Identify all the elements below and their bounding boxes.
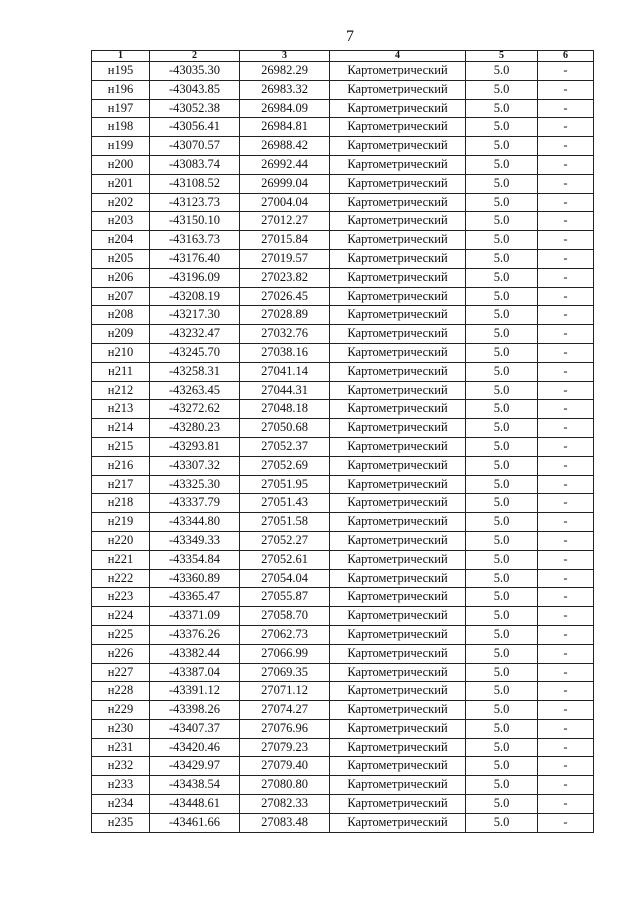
page-number: 7 <box>346 28 354 45</box>
point-id-cell: н208 <box>92 306 150 325</box>
method-cell: Картометрический <box>330 118 466 137</box>
method-cell: Картометрический <box>330 813 466 832</box>
y-coordinate-cell: 27023.82 <box>240 268 330 287</box>
point-id-cell: н220 <box>92 531 150 550</box>
note-cell: - <box>538 757 594 776</box>
point-id-cell: н214 <box>92 419 150 438</box>
point-id-cell: н212 <box>92 381 150 400</box>
method-cell: Картометрический <box>330 682 466 701</box>
note-cell: - <box>538 137 594 156</box>
y-coordinate-cell: 26992.44 <box>240 155 330 174</box>
method-cell: Картометрический <box>330 343 466 362</box>
y-coordinate-cell: 27066.99 <box>240 644 330 663</box>
x-coordinate-cell: -43387.04 <box>150 663 240 682</box>
table-row <box>92 795 594 814</box>
note-cell: - <box>538 776 594 795</box>
note-cell: - <box>538 719 594 738</box>
method-cell: Картометрический <box>330 719 466 738</box>
method-cell: Картометрический <box>330 174 466 193</box>
accuracy-cell: 5.0 <box>466 738 538 757</box>
method-cell: Картометрический <box>330 400 466 419</box>
accuracy-cell: 5.0 <box>466 118 538 137</box>
method-cell: Картометрический <box>330 80 466 99</box>
point-id-cell: н202 <box>92 193 150 212</box>
accuracy-cell: 5.0 <box>466 663 538 682</box>
accuracy-cell: 5.0 <box>466 231 538 250</box>
note-cell: - <box>538 80 594 99</box>
accuracy-cell: 5.0 <box>466 343 538 362</box>
header-cell-y: 3 <box>240 51 330 62</box>
y-coordinate-cell: 27026.45 <box>240 287 330 306</box>
accuracy-cell: 5.0 <box>466 99 538 118</box>
x-coordinate-cell: -43420.46 <box>150 738 240 757</box>
table-row <box>92 118 594 137</box>
x-coordinate-cell: -43371.09 <box>150 607 240 626</box>
y-coordinate-cell: 27028.89 <box>240 306 330 325</box>
note-cell: - <box>538 268 594 287</box>
point-id-cell: н210 <box>92 343 150 362</box>
accuracy-cell: 5.0 <box>466 362 538 381</box>
table-row <box>92 701 594 720</box>
note-cell: - <box>538 625 594 644</box>
header-cell-accuracy: 5 <box>466 51 538 62</box>
x-coordinate-cell: -43293.81 <box>150 437 240 456</box>
x-coordinate-cell: -43043.85 <box>150 80 240 99</box>
note-cell: - <box>538 193 594 212</box>
accuracy-cell: 5.0 <box>466 400 538 419</box>
table-row <box>92 231 594 250</box>
note-cell: - <box>538 682 594 701</box>
point-id-cell: н213 <box>92 400 150 419</box>
table-row <box>92 437 594 456</box>
table-row <box>92 607 594 626</box>
note-cell: - <box>538 456 594 475</box>
y-coordinate-cell: 27032.76 <box>240 325 330 344</box>
accuracy-cell: 5.0 <box>466 607 538 626</box>
method-cell: Картометрический <box>330 644 466 663</box>
table-row <box>92 625 594 644</box>
y-coordinate-cell: 27052.61 <box>240 550 330 569</box>
method-cell: Картометрический <box>330 137 466 156</box>
table-row <box>92 719 594 738</box>
table-row <box>92 682 594 701</box>
point-id-cell: н200 <box>92 155 150 174</box>
x-coordinate-cell: -43232.47 <box>150 325 240 344</box>
y-coordinate-cell: 27080.80 <box>240 776 330 795</box>
x-coordinate-cell: -43407.37 <box>150 719 240 738</box>
accuracy-cell: 5.0 <box>466 513 538 532</box>
point-id-cell: н211 <box>92 362 150 381</box>
y-coordinate-cell: 27050.68 <box>240 419 330 438</box>
accuracy-cell: 5.0 <box>466 249 538 268</box>
table-row <box>92 193 594 212</box>
x-coordinate-cell: -43070.57 <box>150 137 240 156</box>
accuracy-cell: 5.0 <box>466 475 538 494</box>
table-row <box>92 400 594 419</box>
accuracy-cell: 5.0 <box>466 306 538 325</box>
method-cell: Картометрический <box>330 362 466 381</box>
note-cell: - <box>538 62 594 81</box>
note-cell: - <box>538 494 594 513</box>
note-cell: - <box>538 663 594 682</box>
point-id-cell: н199 <box>92 137 150 156</box>
y-coordinate-cell: 27062.73 <box>240 625 330 644</box>
accuracy-cell: 5.0 <box>466 325 538 344</box>
y-coordinate-cell: 26984.81 <box>240 118 330 137</box>
point-id-cell: н225 <box>92 625 150 644</box>
point-id-cell: н224 <box>92 607 150 626</box>
accuracy-cell: 5.0 <box>466 287 538 306</box>
y-coordinate-cell: 27051.43 <box>240 494 330 513</box>
method-cell: Картометрический <box>330 494 466 513</box>
method-cell: Картометрический <box>330 795 466 814</box>
point-id-cell: н230 <box>92 719 150 738</box>
method-cell: Картометрический <box>330 607 466 626</box>
accuracy-cell: 5.0 <box>466 193 538 212</box>
header-row <box>92 51 594 62</box>
method-cell: Картометрический <box>330 475 466 494</box>
method-cell: Картометрический <box>330 663 466 682</box>
accuracy-cell: 5.0 <box>466 174 538 193</box>
table-row <box>92 663 594 682</box>
note-cell: - <box>538 644 594 663</box>
table-row <box>92 249 594 268</box>
header-cell-note: 6 <box>538 51 594 62</box>
header-cell-point: 1 <box>92 51 150 62</box>
note-cell: - <box>538 531 594 550</box>
y-coordinate-cell: 27019.57 <box>240 249 330 268</box>
x-coordinate-cell: -43429.97 <box>150 757 240 776</box>
note-cell: - <box>538 813 594 832</box>
method-cell: Картометрический <box>330 231 466 250</box>
table-row <box>92 362 594 381</box>
accuracy-cell: 5.0 <box>466 212 538 231</box>
point-id-cell: н206 <box>92 268 150 287</box>
table-row <box>92 550 594 569</box>
method-cell: Картометрический <box>330 99 466 118</box>
point-id-cell: н195 <box>92 62 150 81</box>
method-cell: Картометрический <box>330 757 466 776</box>
accuracy-cell: 5.0 <box>466 531 538 550</box>
table-row <box>92 287 594 306</box>
y-coordinate-cell: 27069.35 <box>240 663 330 682</box>
table-row <box>92 99 594 118</box>
table-row <box>92 456 594 475</box>
y-coordinate-cell: 26999.04 <box>240 174 330 193</box>
table-row <box>92 174 594 193</box>
point-id-cell: н232 <box>92 757 150 776</box>
accuracy-cell: 5.0 <box>466 437 538 456</box>
point-id-cell: н228 <box>92 682 150 701</box>
y-coordinate-cell: 27004.04 <box>240 193 330 212</box>
point-id-cell: н204 <box>92 231 150 250</box>
table-row <box>92 155 594 174</box>
x-coordinate-cell: -43461.66 <box>150 813 240 832</box>
table-body <box>92 62 594 833</box>
note-cell: - <box>538 231 594 250</box>
x-coordinate-cell: -43196.09 <box>150 268 240 287</box>
method-cell: Картометрический <box>330 268 466 287</box>
y-coordinate-cell: 26984.09 <box>240 99 330 118</box>
accuracy-cell: 5.0 <box>466 62 538 81</box>
method-cell: Картометрический <box>330 306 466 325</box>
note-cell: - <box>538 475 594 494</box>
table-row <box>92 569 594 588</box>
y-coordinate-cell: 27041.14 <box>240 362 330 381</box>
table-row <box>92 588 594 607</box>
accuracy-cell: 5.0 <box>466 719 538 738</box>
accuracy-cell: 5.0 <box>466 588 538 607</box>
point-id-cell: н215 <box>92 437 150 456</box>
y-coordinate-cell: 27082.33 <box>240 795 330 814</box>
point-id-cell: н201 <box>92 174 150 193</box>
note-cell: - <box>538 155 594 174</box>
x-coordinate-cell: -43150.10 <box>150 212 240 231</box>
method-cell: Картометрический <box>330 701 466 720</box>
table-row <box>92 531 594 550</box>
method-cell: Картометрический <box>330 249 466 268</box>
point-id-cell: н198 <box>92 118 150 137</box>
method-cell: Картометрический <box>330 531 466 550</box>
point-id-cell: н217 <box>92 475 150 494</box>
table-row <box>92 419 594 438</box>
x-coordinate-cell: -43337.79 <box>150 494 240 513</box>
note-cell: - <box>538 306 594 325</box>
method-cell: Картометрический <box>330 155 466 174</box>
note-cell: - <box>538 325 594 344</box>
point-id-cell: н216 <box>92 456 150 475</box>
x-coordinate-cell: -43376.26 <box>150 625 240 644</box>
point-id-cell: н218 <box>92 494 150 513</box>
y-coordinate-cell: 27079.40 <box>240 757 330 776</box>
accuracy-cell: 5.0 <box>466 701 538 720</box>
accuracy-cell: 5.0 <box>466 682 538 701</box>
y-coordinate-cell: 26983.32 <box>240 80 330 99</box>
note-cell: - <box>538 607 594 626</box>
x-coordinate-cell: -43217.30 <box>150 306 240 325</box>
table-row <box>92 757 594 776</box>
y-coordinate-cell: 27051.95 <box>240 475 330 494</box>
x-coordinate-cell: -43354.84 <box>150 550 240 569</box>
point-id-cell: н227 <box>92 663 150 682</box>
x-coordinate-cell: -43208.19 <box>150 287 240 306</box>
point-id-cell: н222 <box>92 569 150 588</box>
note-cell: - <box>538 118 594 137</box>
method-cell: Картометрический <box>330 287 466 306</box>
table-row <box>92 738 594 757</box>
y-coordinate-cell: 27012.27 <box>240 212 330 231</box>
note-cell: - <box>538 362 594 381</box>
table-row <box>92 306 594 325</box>
note-cell: - <box>538 287 594 306</box>
point-id-cell: н231 <box>92 738 150 757</box>
note-cell: - <box>538 437 594 456</box>
note-cell: - <box>538 249 594 268</box>
note-cell: - <box>538 569 594 588</box>
x-coordinate-cell: -43083.74 <box>150 155 240 174</box>
table-row <box>92 80 594 99</box>
point-id-cell: н223 <box>92 588 150 607</box>
point-id-cell: н221 <box>92 550 150 569</box>
accuracy-cell: 5.0 <box>466 268 538 287</box>
x-coordinate-cell: -43123.73 <box>150 193 240 212</box>
x-coordinate-cell: -43349.33 <box>150 531 240 550</box>
x-coordinate-cell: -43307.32 <box>150 456 240 475</box>
y-coordinate-cell: 27055.87 <box>240 588 330 607</box>
method-cell: Картометрический <box>330 738 466 757</box>
note-cell: - <box>538 550 594 569</box>
table-row <box>92 62 594 81</box>
x-coordinate-cell: -43176.40 <box>150 249 240 268</box>
coordinates-table <box>91 50 594 833</box>
note-cell: - <box>538 795 594 814</box>
y-coordinate-cell: 27071.12 <box>240 682 330 701</box>
method-cell: Картометрический <box>330 419 466 438</box>
table-row <box>92 325 594 344</box>
note-cell: - <box>538 513 594 532</box>
accuracy-cell: 5.0 <box>466 550 538 569</box>
method-cell: Картометрический <box>330 513 466 532</box>
note-cell: - <box>538 99 594 118</box>
method-cell: Картометрический <box>330 569 466 588</box>
table-row <box>92 513 594 532</box>
table-row <box>92 343 594 362</box>
y-coordinate-cell: 27015.84 <box>240 231 330 250</box>
accuracy-cell: 5.0 <box>466 456 538 475</box>
table-row <box>92 644 594 663</box>
accuracy-cell: 5.0 <box>466 776 538 795</box>
accuracy-cell: 5.0 <box>466 381 538 400</box>
table-row <box>92 776 594 795</box>
x-coordinate-cell: -43263.45 <box>150 381 240 400</box>
accuracy-cell: 5.0 <box>466 155 538 174</box>
y-coordinate-cell: 27044.31 <box>240 381 330 400</box>
y-coordinate-cell: 27052.27 <box>240 531 330 550</box>
y-coordinate-cell: 27052.69 <box>240 456 330 475</box>
y-coordinate-cell: 26988.42 <box>240 137 330 156</box>
y-coordinate-cell: 27048.18 <box>240 400 330 419</box>
y-coordinate-cell: 27058.70 <box>240 607 330 626</box>
method-cell: Картометрический <box>330 437 466 456</box>
header-cell-method: 4 <box>330 51 466 62</box>
method-cell: Картометрический <box>330 776 466 795</box>
x-coordinate-cell: -43245.70 <box>150 343 240 362</box>
point-id-cell: н197 <box>92 99 150 118</box>
accuracy-cell: 5.0 <box>466 494 538 513</box>
accuracy-cell: 5.0 <box>466 80 538 99</box>
x-coordinate-cell: -43325.30 <box>150 475 240 494</box>
y-coordinate-cell: 27051.58 <box>240 513 330 532</box>
point-id-cell: н207 <box>92 287 150 306</box>
y-coordinate-cell: 27052.37 <box>240 437 330 456</box>
point-id-cell: н233 <box>92 776 150 795</box>
x-coordinate-cell: -43448.61 <box>150 795 240 814</box>
note-cell: - <box>538 343 594 362</box>
table-row <box>92 381 594 400</box>
accuracy-cell: 5.0 <box>466 137 538 156</box>
note-cell: - <box>538 400 594 419</box>
header-cell-x: 2 <box>150 51 240 62</box>
x-coordinate-cell: -43052.38 <box>150 99 240 118</box>
y-coordinate-cell: 27079.23 <box>240 738 330 757</box>
accuracy-cell: 5.0 <box>466 625 538 644</box>
y-coordinate-cell: 27076.96 <box>240 719 330 738</box>
table-row <box>92 212 594 231</box>
x-coordinate-cell: -43398.26 <box>150 701 240 720</box>
table-row <box>92 494 594 513</box>
point-id-cell: н196 <box>92 80 150 99</box>
y-coordinate-cell: 27083.48 <box>240 813 330 832</box>
method-cell: Картометрический <box>330 588 466 607</box>
x-coordinate-cell: -43280.23 <box>150 419 240 438</box>
x-coordinate-cell: -43108.52 <box>150 174 240 193</box>
x-coordinate-cell: -43056.41 <box>150 118 240 137</box>
table-row <box>92 813 594 832</box>
x-coordinate-cell: -43344.80 <box>150 513 240 532</box>
x-coordinate-cell: -43382.44 <box>150 644 240 663</box>
x-coordinate-cell: -43391.12 <box>150 682 240 701</box>
accuracy-cell: 5.0 <box>466 813 538 832</box>
x-coordinate-cell: -43258.31 <box>150 362 240 381</box>
x-coordinate-cell: -43272.62 <box>150 400 240 419</box>
x-coordinate-cell: -43365.47 <box>150 588 240 607</box>
point-id-cell: н234 <box>92 795 150 814</box>
y-coordinate-cell: 26982.29 <box>240 62 330 81</box>
accuracy-cell: 5.0 <box>466 569 538 588</box>
point-id-cell: н226 <box>92 644 150 663</box>
x-coordinate-cell: -43438.54 <box>150 776 240 795</box>
accuracy-cell: 5.0 <box>466 795 538 814</box>
method-cell: Картометрический <box>330 325 466 344</box>
note-cell: - <box>538 381 594 400</box>
method-cell: Картометрический <box>330 456 466 475</box>
note-cell: - <box>538 738 594 757</box>
method-cell: Картометрический <box>330 193 466 212</box>
method-cell: Картометрический <box>330 625 466 644</box>
y-coordinate-cell: 27038.16 <box>240 343 330 362</box>
point-id-cell: н205 <box>92 249 150 268</box>
method-cell: Картометрический <box>330 550 466 569</box>
point-id-cell: н219 <box>92 513 150 532</box>
note-cell: - <box>538 212 594 231</box>
method-cell: Картометрический <box>330 212 466 231</box>
note-cell: - <box>538 588 594 607</box>
y-coordinate-cell: 27074.27 <box>240 701 330 720</box>
note-cell: - <box>538 701 594 720</box>
accuracy-cell: 5.0 <box>466 757 538 776</box>
y-coordinate-cell: 27054.04 <box>240 569 330 588</box>
method-cell: Картометрический <box>330 62 466 81</box>
x-coordinate-cell: -43360.89 <box>150 569 240 588</box>
point-id-cell: н203 <box>92 212 150 231</box>
table-row <box>92 475 594 494</box>
point-id-cell: н209 <box>92 325 150 344</box>
table-row <box>92 268 594 287</box>
accuracy-cell: 5.0 <box>466 419 538 438</box>
table-header <box>92 51 594 62</box>
point-id-cell: н235 <box>92 813 150 832</box>
point-id-cell: н229 <box>92 701 150 720</box>
table-row <box>92 137 594 156</box>
x-coordinate-cell: -43163.73 <box>150 231 240 250</box>
x-coordinate-cell: -43035.30 <box>150 62 240 81</box>
method-cell: Картометрический <box>330 381 466 400</box>
note-cell: - <box>538 419 594 438</box>
note-cell: - <box>538 174 594 193</box>
accuracy-cell: 5.0 <box>466 644 538 663</box>
